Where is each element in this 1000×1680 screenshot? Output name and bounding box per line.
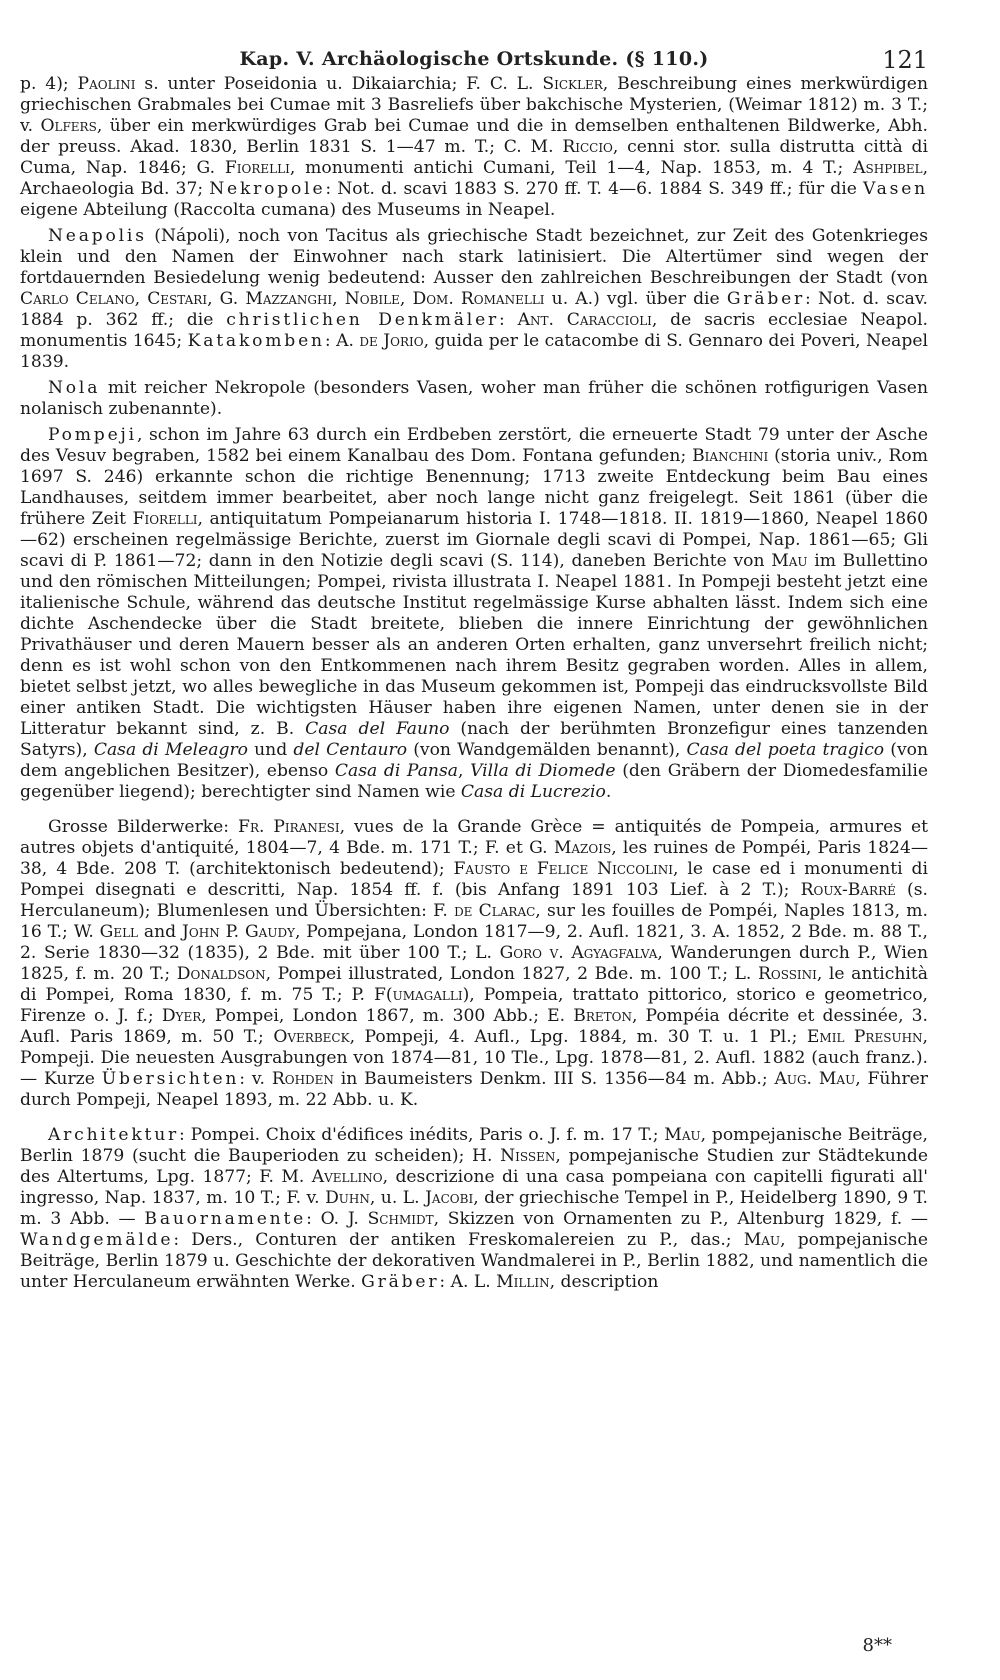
text-run: , Beschreibung eines merkwürdigen griechischen Grabmales bei Cumae mit 3 Basreliefs über bakchische Mysterien, (Weimar 1812) m. 3 T.; v. [20,74,928,136]
italic-title: Casa di Pansa [334,761,458,781]
author-name: F(umagalli) [374,985,470,1005]
author-name: Fausto e Felice Niccolini [453,859,674,879]
text-run: , monumenti antichi Cumani, Teil 1—4, Nap. 1853, m. 4 T.; [289,158,854,178]
text-run: (s. Herculaneum); Blumenlesen und Übersichten: F. [20,880,928,921]
text-run: , [399,289,413,309]
spaced-keyword: Pompeji [48,425,137,445]
text-run: , Pompéia décrite et dessinée, 3. Aufl. Paris 1869, m. 50 T.; [20,1006,928,1047]
spaced-keyword: Nola [48,378,101,398]
italic-title: Villa di Diomede [470,761,616,781]
text-run: , pompejanische Beiträge, Berlin 1879 u. Geschichte der dekorativen Wandmalerei in P., Berlin 1882, und namentlich die unter Herculaneum erwähnten Werke. [20,1230,928,1292]
italic-title: Casa di Meleagro [93,740,248,760]
text-run: : A. [324,331,360,351]
text-run: : Ders., Conturen der antiken Freskomalereien zu P., das.; [173,1230,744,1250]
text-run: , guida per le catacombe di S. Gennaro dei Poveri, Neapel 1839. [20,331,928,372]
text-run: (von Wandgemälden benannt), [407,740,687,760]
author-name: Jacobi [425,1188,474,1208]
author-name: Ant. Caraccioli [517,310,652,330]
body-text [20,74,928,1293]
text-run: , cenni stor. sulla distrutta città di Cuma, Nap. 1846; G. [20,137,929,178]
text-run: (storia univ., Rom 1697 S. 246) erkannte schon die richtige Benennung; 1713 zweite Entdeckung beim Bau eines Landhauses, seitdem immer bearbeitet, aber noch lange nicht ganz freigelegt. Seit 1861 (über die frühere Zeit [20,446,928,529]
text-run: (Nápoli), noch von Tacitus als griechische Stadt bezeichnet, zur Zeit des Gotenkrieges klein und den Namen der Einwohner nach stark latinisiert. Die Altertümer sind wegen der fortdauernden Besiedelung wenig bedeutend: Ausser den zahlreichen Beschreibungen der Stadt (von [20,226,928,288]
text-run: , les ruines de Pompéi, Paris 1824—38, 4 Bde. 208 T. (architektonisch bedeutend); [20,838,928,879]
italic-title: Casa di Lucrezio [460,782,606,802]
author-name: Dom. Romanelli [412,289,545,309]
text-run: , Skizzen von Ornamenten zu P., Altenburg 1829, f. — [433,1209,928,1229]
author-name: Roux-Barré [800,880,896,900]
author-name: Ashpibel [853,158,923,178]
paragraph-p5 [20,817,928,1111]
book-page [20,28,928,1293]
text-run: in Baumeisters Denkm. III S. 1356—84 m. Abb.; [333,1069,775,1089]
italic-title: Casa del Fauno [305,719,450,739]
spaced-keyword: Übersichten [101,1069,240,1089]
spaced-keyword: Wandgemälde [20,1230,174,1250]
text-run: , sur les fouilles de Pompéi, Naples 1813, m. 16 T.; W. [20,901,928,942]
text-run: , [134,289,148,309]
text-run: , der griechische Tempel in P., Heidelberg 1890, 9 T. m. 3 Abb. — [20,1188,928,1229]
text-run: , G. [207,289,246,309]
page-number: 121 [882,46,928,74]
spaced-keyword: christlichen Denkmäler [226,310,500,330]
author-name: Avellino [311,1167,383,1187]
spaced-keyword: Gräber [726,289,806,309]
spaced-keyword: Gräber [361,1272,440,1292]
author-name: Bianchini [692,446,769,466]
text-run: , Archaeologia Bd. 37; [20,158,929,199]
author-name: Mazois [553,838,612,858]
paragraph-p6 [20,1125,928,1293]
text-run: and [138,922,183,942]
text-run: . [605,782,612,802]
text-run: : Not. d. scavi 1883 S. 270 ff. T. 4—6. 1884 S. 349 ff.; für die [325,179,863,199]
text-run: : Not. d. scav. 1884 p. 362 ff.; die [20,289,928,330]
page-header [20,28,928,74]
text-run: : [499,310,518,330]
spaced-keyword: Neapolis [48,226,147,246]
text-run: p. 4); [20,74,78,94]
author-name: Mazzanghi [245,289,333,309]
author-name: Emil Presuhn [806,1027,923,1047]
author-name: Schmidt [367,1209,434,1229]
text-run: , le case ed i monumenti di Pompei disegnati e descritti, Nap. 1854 ff. f. (bis Anfang 1891 103 Lief. à 2 T.); [20,859,928,900]
text-run: (nach der berühmten Bronzefigur eines tanzenden Satyrs), [20,719,928,760]
text-run: : A. L. [439,1272,497,1292]
text-run: , Pompei illustrated, London 1827, 2 Bde. m. 100 T.; L. [265,964,758,984]
spaced-keyword: Katakomben [187,331,325,351]
text-run: , Pompeia, trattato pittorico, storico e geometrico, Firenze o. J. f.; [20,985,929,1026]
paragraph-p3 [20,378,928,420]
text-run: , Pompei, London 1867, m. 300 Abb.; E. [201,1006,574,1026]
author-name: Nissen [500,1146,556,1166]
author-name: Aug. Mau [774,1069,856,1089]
paragraph-p1 [20,74,928,221]
italic-title: Casa del poeta tragico [686,740,885,760]
text-run: , Führer durch Pompeji, Neapel 1893, m. 22 Abb. u. K. [20,1069,928,1110]
author-name: Goro v. Agyagfalva [499,943,658,963]
author-name: Olfers [40,116,97,136]
author-name: Carlo Celano [20,289,135,309]
spaced-keyword: Architektur [48,1125,180,1145]
author-name: Breton [573,1006,632,1026]
running-head: Kap. V. Archäologische Ortskunde. (§ 110.) [239,48,709,70]
text-run: , descrizione di una casa pompeiana con capitelli figurati all' ingresso, Nap. 1837, m. 10 T.; F. v. [20,1167,928,1208]
author-name: Paolini [77,74,136,94]
text-run: P. [219,922,245,942]
paragraph-p4 [20,425,928,803]
text-run: , über ein merkwürdiges Grab bei Cumae und die in demselben enthaltenen Bildwerke, Abh. der preuss. Akad. 1830, Berlin 1831 S. 1—47 m. T.; C. M. [20,116,929,157]
text-run: , [332,289,345,309]
author-name: Nobile [344,289,400,309]
text-run: (von dem angeblichen Besitzer), ebenso [20,740,929,781]
author-name: Rohden [271,1069,334,1089]
text-run: , pompejanische Beiträge, Berlin 1879 (sucht die Bauperioden zu scheiden); H. [20,1125,928,1166]
text-run: , le antichità di Pompei, Roma 1830, f. m. 75 T.; P. [20,964,928,1005]
text-run: Grosse Bilderwerke: [48,817,239,837]
text-run: s. unter Poseidonia u. Dikaiarchia; F. C. L. [135,74,543,94]
author-name: Gaudy [244,922,295,942]
text-run: , antiquitatum Pompeianarum historia I. 1748—1818. II. 1819—1860, Neapel 1860—62) erscheinen regelmässige Berichte, zuerst im Giornale degli scavi di Pompei, Nap. 1861—65; Gli scavi di P. 1861—72; dann in den Notizie degli scavi (S. 114), daneben Berichte von [20,509,928,571]
text-run: : Pompei. Choix d'édifices inédits, Paris o. J. f. m. 17 T.; [179,1125,665,1145]
text-run: : O. J. [306,1209,368,1229]
author-name: Mau [743,1230,781,1250]
signature-mark: 8** [862,1635,892,1656]
author-name: Fiorelli [132,509,198,529]
author-name: Mau [771,551,808,571]
text-run: , Pompejana, London 1817—9, 2. Aufl. 1821, 3. A. 1852, 2 Bde. m. 88 T., 2. Serie 1830—32 (1835), 2 Bde. mit über 100 T.; L. [20,922,928,963]
author-name: Duhn [325,1188,370,1208]
author-name: Millin [496,1272,550,1292]
author-name: Fiorelli [224,158,290,178]
spaced-keyword: Vasen [862,179,928,199]
text-run: , description [549,1272,659,1292]
text-run: , de sacris ecclesiae Neapol. monumentis 1645; [20,310,928,351]
text-run: im Bullettino und den römischen Mitteilungen; Pompei, rivista illustrata I. Neapel 1881. In Pompeji besteht jetzt eine italienische Schule, während das deutsche Institut regelmässige Kurse abhalten lässt. Indem sich eine dichte Aschendecke über die Stadt breitete, blieben die innere Einrichtung der gewöhnlichen Privathäuser und deren Mauern besser als an anderen Orten erhalten, ganz unversehrt freilich nicht; denn es ist wohl schon von den Entkommenen nach ihrem Besitz gegraben worden. Alles in allem, bietet selbst jetzt, wo alles bewegliche in das Museum gekommen ist, Pompeji das eindrucksvollste Bild einer antiken Stadt. Die wichtigsten Häuser haben ihre eigenen Namen, unter denen sie in der Litteratur bekannt sind, z. B. [20,551,929,739]
italic-title: del Centauro [293,740,408,760]
author-name: Riccio [562,137,613,157]
author-name: Fr. Piranesi [238,817,340,837]
text-run: , vues de la Grande Grèce = antiquités de Pompeia, armures et autres objets d'antiquité, 1804—7, 4 Bde. m. 171 T.; F. et G. [20,817,928,858]
author-name: de Clarac [454,901,536,921]
text-run: , u. L. [369,1188,426,1208]
text-run: : v. [239,1069,272,1089]
text-run: , [457,761,471,781]
text-run: , Pompeji, 4. Aufl., Lpg. 1884, m. 30 T. u. 1 Pl.; [349,1027,807,1047]
author-name: Cestari [147,289,208,309]
text-run: und [247,740,294,760]
author-name: de Jorio [359,331,424,351]
author-name: Donaldson [176,964,266,984]
paragraph-p2 [20,226,928,373]
author-name: Mau [664,1125,701,1145]
text-run: , Wanderungen durch P., Wien 1825, f. m. 20 T.; [20,943,928,984]
author-name: Rossini [757,964,817,984]
text-run: eigene Abteilung (Raccolta cumana) des Museums in Neapel. [20,200,556,220]
spaced-keyword: Bauornamente [144,1209,307,1229]
text-run: (den Gräbern der Diomedesfamilie gegenüber liegend); berechtigter sind Namen wie [20,761,928,802]
text-run: , schon im Jahre 63 durch ein Erdbeben zerstört, die erneuerte Stadt 79 unter der Asche des Vesuv begraben, 1582 bei einem Kanalbau des Dom. Fontana gefunden; [20,425,928,466]
author-name: Overbeck [273,1027,350,1047]
text-run: , pompejanische Studien zur Städtekunde des Altertums, Lpg. 1877; F. M. [20,1146,929,1187]
author-name: Dyer [161,1006,202,1026]
text-run: , Pompeji. Die neuesten Ausgrabungen von 1874—81, 10 Tle., Lpg. 1878—81, 2. Aufl. 1882 (auch franz.). — Kurze [20,1027,928,1089]
text-run: mit reicher Nekropole (besonders Vasen, woher man früher die schönen rotfigurigen Vasen nolanisch zubenannte). [20,378,928,419]
author-name: John [182,922,220,942]
author-name: Gell [99,922,139,942]
spaced-keyword: Nekropole [209,179,326,199]
author-name: Sickler [542,74,603,94]
text-run: u. A.) vgl. über die [544,289,727,309]
